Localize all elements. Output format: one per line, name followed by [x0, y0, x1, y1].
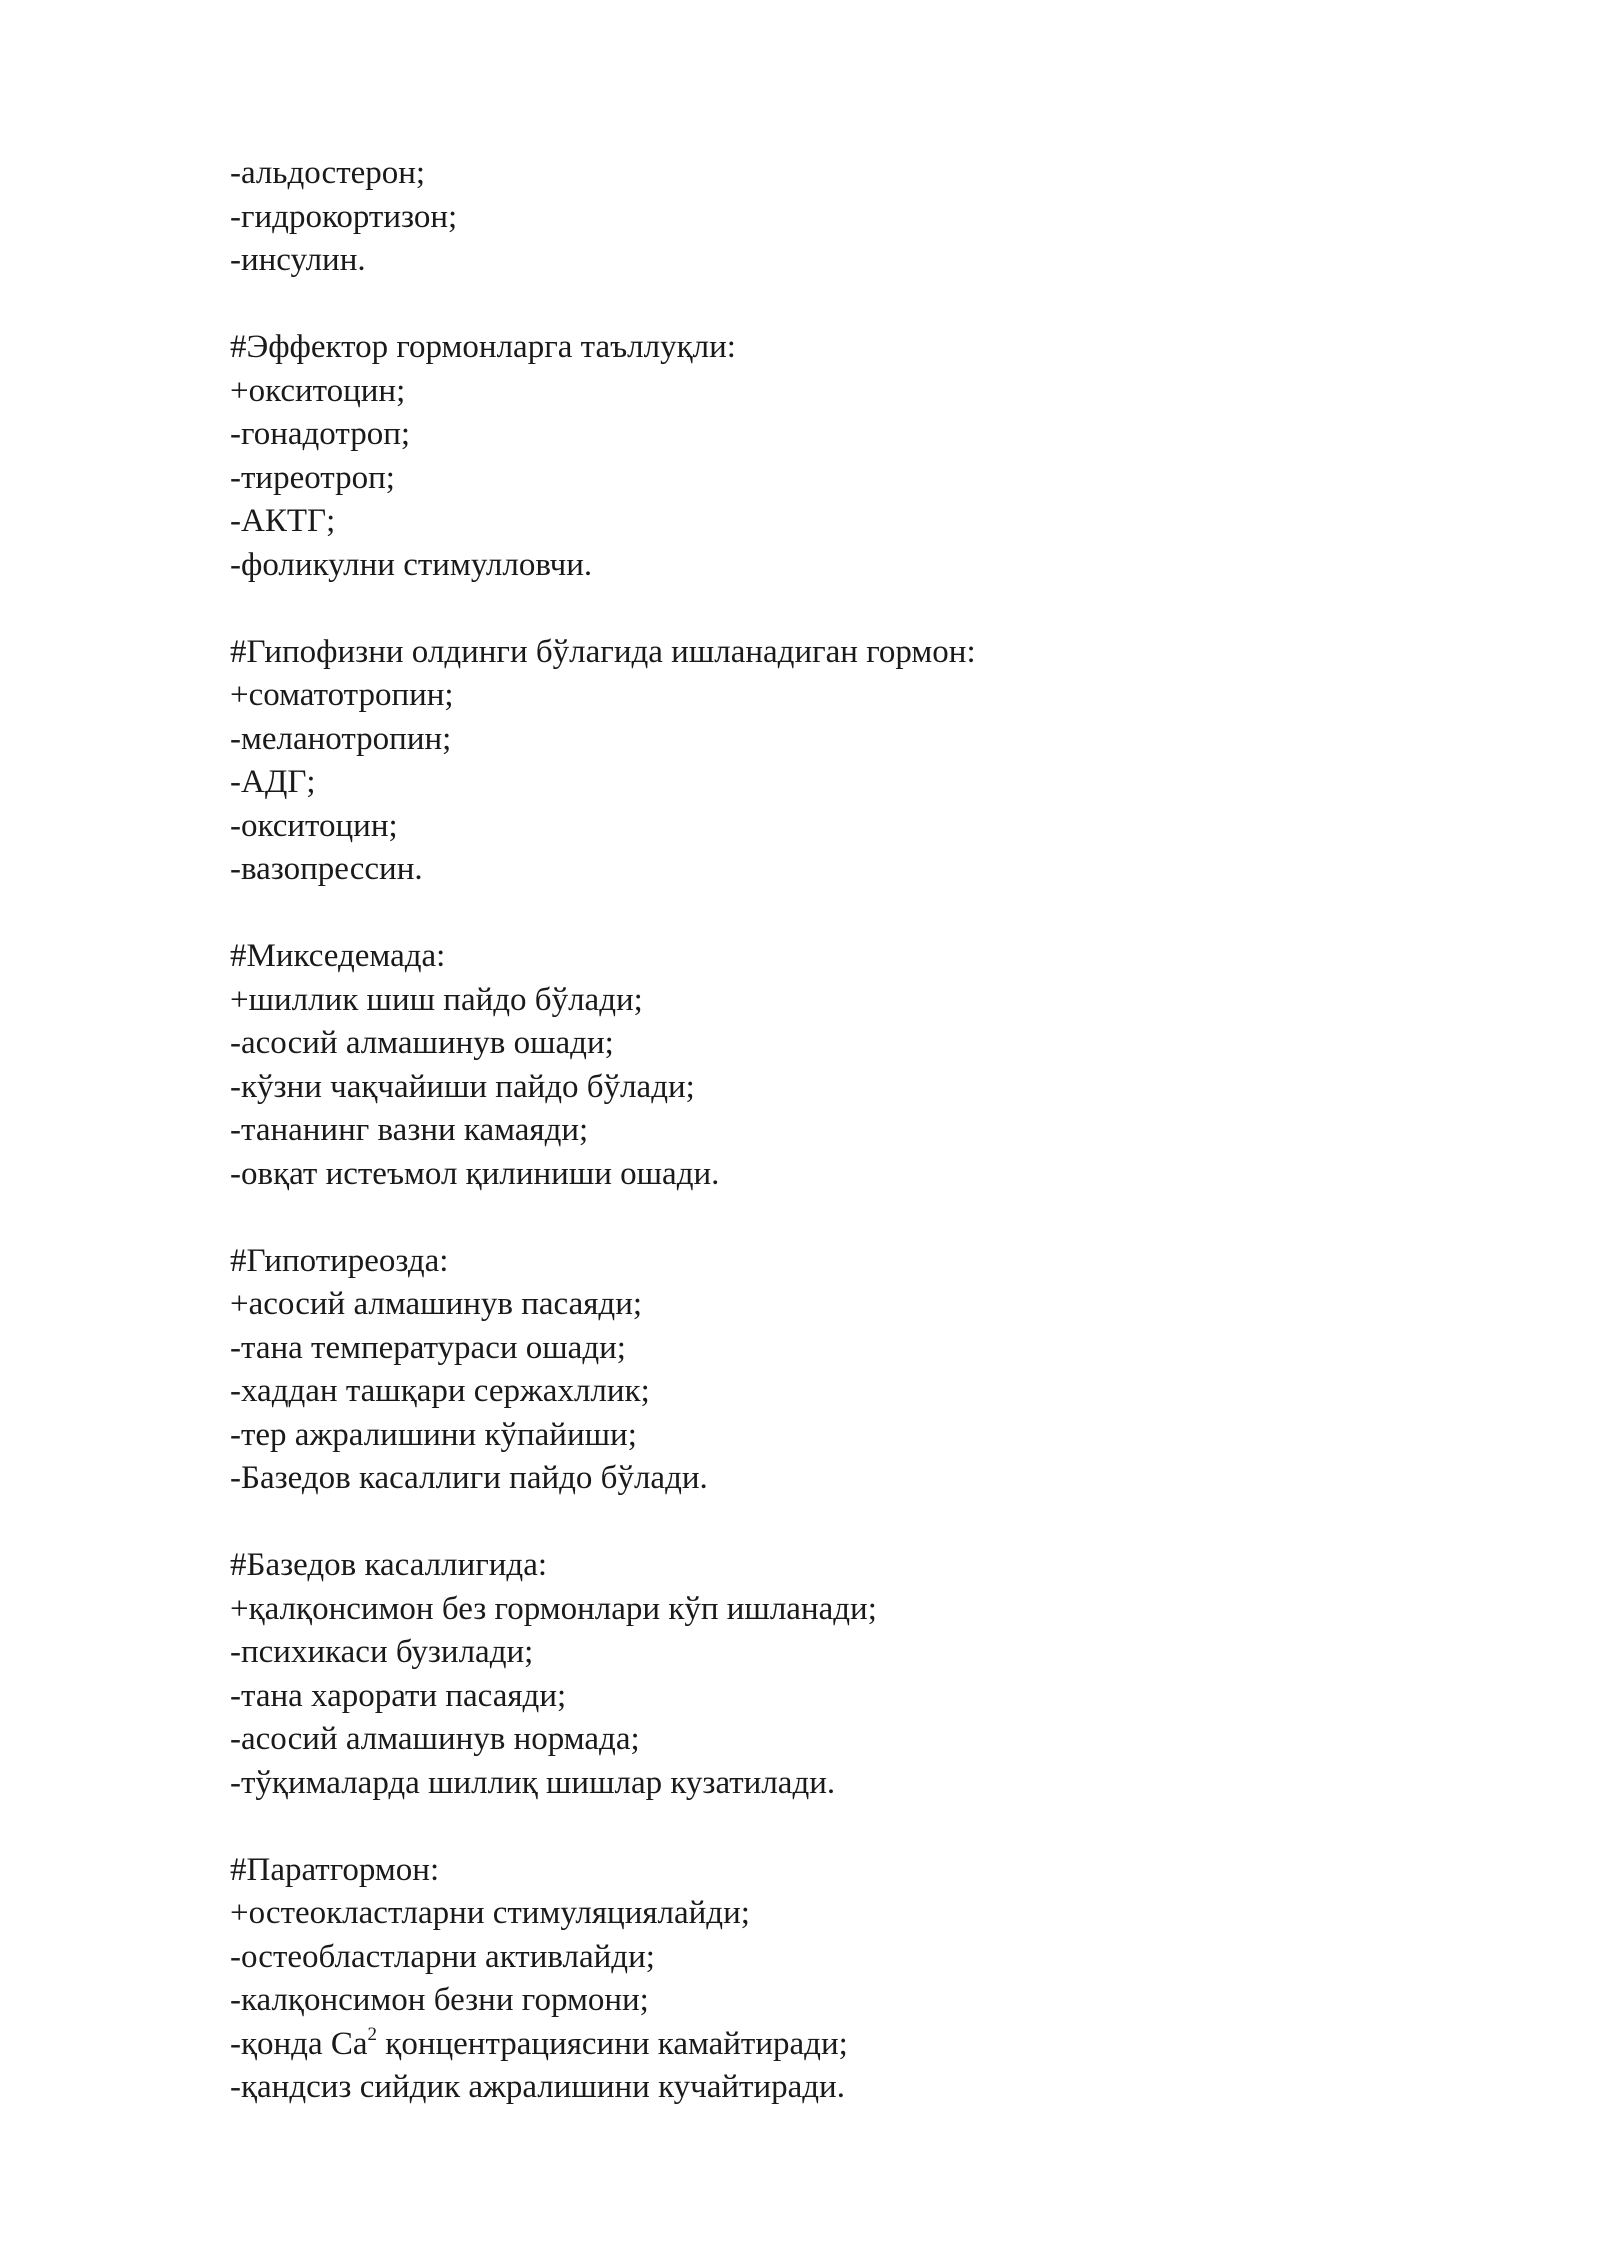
- answer-option: -Базедов касаллиги пайдо бўлади.: [230, 1460, 708, 1496]
- answer-option: -овқат истеъмол қилиниши ошади.: [230, 1155, 720, 1192]
- answer-option: -альдостерон;: [230, 155, 426, 191]
- answer-option: -фоликулни стимулловчи.: [230, 546, 593, 583]
- answer-option: -тана температураси ошади;: [230, 1329, 626, 1366]
- question-heading: #Гипотиреозда:: [230, 1242, 449, 1279]
- answer-option: -окситоцин;: [230, 807, 398, 844]
- answer-option: -остеобластларни активлайди;: [230, 1938, 655, 1975]
- answer-option: +окситоцин;: [230, 372, 406, 409]
- answer-option: -АДГ;: [230, 764, 316, 800]
- answer-option: -қандсиз сийдик ажралишини кучайтиради.: [230, 2069, 845, 2105]
- answer-option: -гонадотроп;: [230, 416, 411, 452]
- answer-option: -психикаси бузилади;: [230, 1634, 534, 1670]
- answer-option: -кўзни чақчайиши пайдо бўлади;: [230, 1068, 695, 1105]
- blank-line: [230, 892, 1430, 936]
- answer-option: -тер ажралишини кўпайиши;: [230, 1416, 637, 1453]
- answer-option: +асосий алмашинув пасаяди;: [230, 1286, 643, 1322]
- answer-option: +шиллик шиш пайдо бўлади;: [230, 981, 643, 1018]
- question-heading: #Микседемада:: [230, 938, 446, 974]
- answer-option: -АКТГ;: [230, 503, 336, 539]
- option-text: -қонда Ca: [230, 2025, 368, 2062]
- answer-option: -тананинг вазни камаяди;: [230, 1112, 589, 1148]
- answer-option: [230, 2023, 1430, 2067]
- question-heading: #Базедов касаллигида:: [230, 1547, 548, 1583]
- answer-option: -калқонсимон безни гормони;: [230, 1982, 649, 2018]
- answer-option: -тиреотроп;: [230, 459, 395, 496]
- answer-option: -гидрокортизон;: [230, 198, 458, 235]
- question-heading: #Гипофизни олдинги бўлагида ишланадиган гормон:: [230, 633, 976, 670]
- blank-line: [230, 283, 1430, 327]
- question-heading: #Паратгормон:: [230, 1851, 440, 1888]
- blank-line: [230, 1501, 1430, 1545]
- answer-option: -тўқималарда шиллиқ шишлар кузатилади.: [230, 1764, 836, 1801]
- answer-option: -тана харорати пасаяди;: [230, 1677, 567, 1714]
- answer-option: -вазопрессин.: [230, 851, 423, 887]
- answer-option: +соматотропин;: [230, 677, 454, 713]
- question-heading: #Эффектор гормонларга таъллуқли:: [230, 329, 736, 365]
- answer-option: -асосий алмашинув ошади;: [230, 1025, 614, 1061]
- blank-line: [230, 1805, 1430, 1849]
- blank-line: [230, 1196, 1430, 1240]
- superscript-charge: 2: [367, 2023, 378, 2045]
- answer-option: -меланотропин;: [230, 720, 452, 757]
- answer-option: -инсулин.: [230, 242, 366, 278]
- answer-option: -асосий алмашинув нормада;: [230, 1721, 640, 1757]
- option-text-tail: қонцентрациясини камайтиради;: [377, 2025, 848, 2062]
- blank-line: [230, 587, 1430, 631]
- document-page: [230, 152, 1430, 2110]
- answer-option: -хаддан ташқари сержахллик;: [230, 1373, 650, 1409]
- answer-option: +остеокластларни стимуляциялайди;: [230, 1895, 750, 1931]
- answer-option: +қалқонсимон без гормонлари кўп ишланади;: [230, 1590, 877, 1627]
